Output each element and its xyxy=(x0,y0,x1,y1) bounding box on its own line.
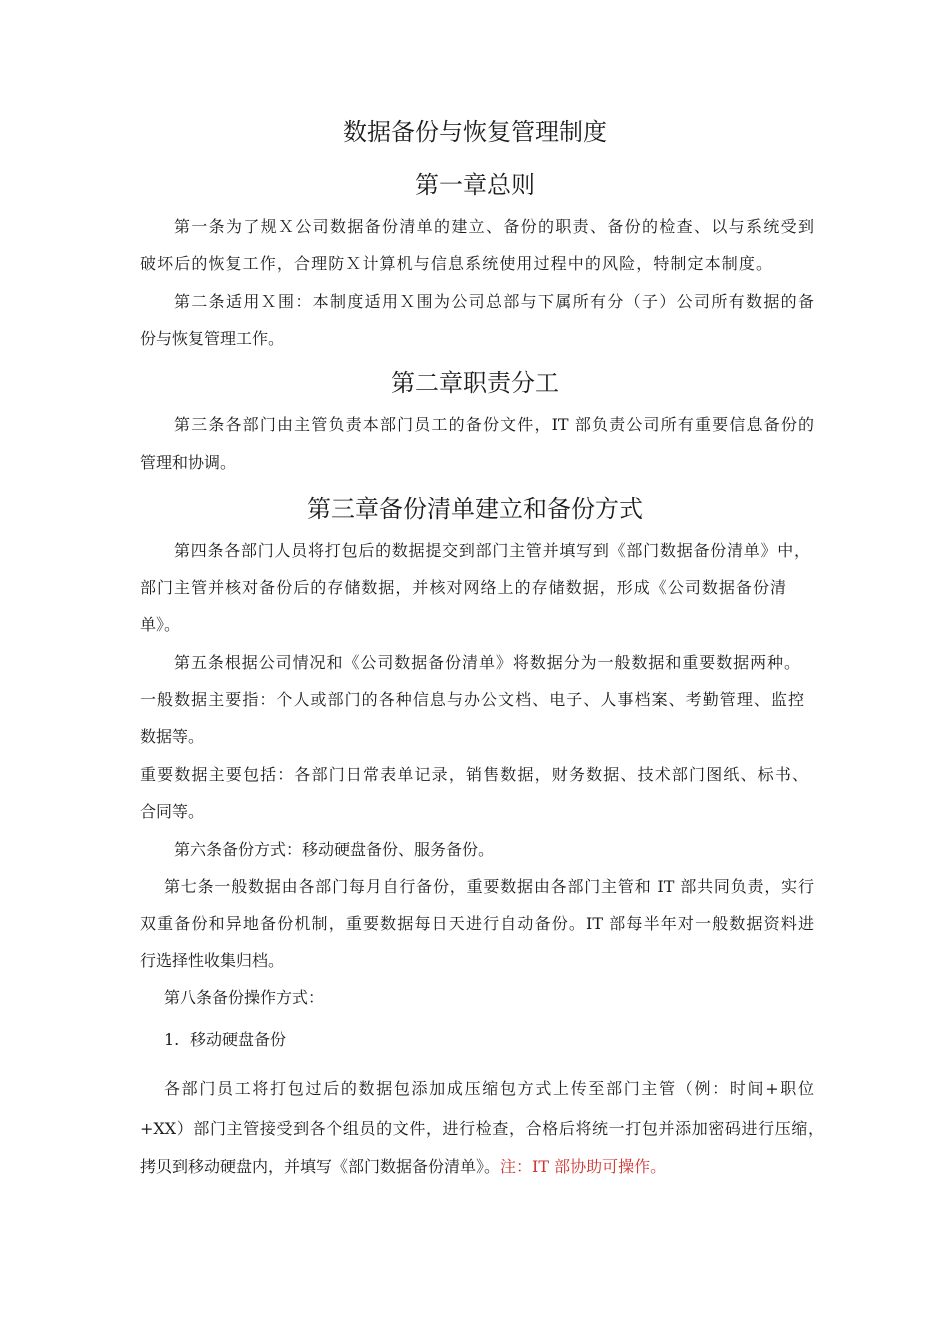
article-5-line-3: 数据等。 xyxy=(140,727,205,746)
article-7-line-3: 行选择性收集归档。 xyxy=(140,951,285,970)
note-text: 注：IT 部协助可操作。 xyxy=(500,1157,667,1176)
article-4-line-2: 部门主管并核对备份后的存储数据，并核对网络上的存储数据，形成《公司数据备份清 xyxy=(140,578,786,597)
list-item-1-text: 移动硬盘备份 xyxy=(190,1030,287,1049)
list-item-1-number: 1. xyxy=(164,1030,180,1049)
chapter-2-title: 第二章职责分工 xyxy=(391,369,559,397)
article-2-line-2: 份与恢复管理工作。 xyxy=(140,329,285,348)
chapter-3-title: 第三章备份清单建立和备份方式 xyxy=(307,495,643,523)
article-4-line-3: 单》。 xyxy=(140,615,181,634)
paragraph-9-line-3 xyxy=(140,1156,666,1178)
article-7-line-1: 第七条一般数据由各部门每月自行备份，重要数据由各部门主管和 IT 部共同负责，实行 xyxy=(164,877,814,896)
paragraph-9-line-1: 各部门员工将打包过后的数据包添加成压缩包方式上传至部门主管（例：时间+职位 xyxy=(164,1079,814,1098)
document-title: 数据备份与恢复管理制度 xyxy=(343,118,607,146)
article-5-line-5: 合同等。 xyxy=(140,802,205,821)
article-4-line-1: 第四条各部门人员将打包后的数据提交到部门主管并填写到《部门数据备份清单》中， xyxy=(174,541,810,560)
article-8-line-1: 第八条备份操作方式： xyxy=(164,988,325,1007)
article-1-line-1: 第一条为了规Ｘ公司数据备份清单的建立、备份的职责、备份的检查、以与系统受到 xyxy=(174,217,814,236)
article-2-line-1: 第二条适用Ｘ围：本制度适用Ｘ围为公司总部与下属所有分（子）公司所有数据的备 xyxy=(174,292,814,311)
article-3-line-1: 第三条各部门由主管负责本部门员工的备份文件，IT 部负责公司所有重要信息备份的 xyxy=(174,415,814,434)
article-1-line-2: 破坏后的恢复工作，合理防Ｘ计算机与信息系统使用过程中的风险，特制定本制度。 xyxy=(140,254,772,273)
article-6-line-1: 第六条备份方式：移动硬盘备份、服务备份。 xyxy=(174,840,495,859)
article-7-line-2: 双重备份和异地备份机制，重要数据每日天进行自动备份。IT 部每半年对一般数据资料进 xyxy=(140,914,814,933)
paragraph-9-line-3-text: 拷贝到移动硬盘内，并填写《部门数据备份清单》。 xyxy=(140,1157,501,1176)
article-3-line-2: 管理和协调。 xyxy=(140,453,237,472)
article-5-line-2: 一般数据主要指：个人或部门的各种信息与办公文档、电子、人事档案、考勤管理、监控 xyxy=(140,690,804,709)
paragraph-9-line-2: +XX）部门主管接受到各个组员的文件，进行检查，合格后将统一打包并添加密码进行压缩， xyxy=(140,1119,824,1138)
chapter-1-title: 第一章总则 xyxy=(415,171,535,199)
article-5-line-4: 重要数据主要包括：各部门日常表单记录，销售数据，财务数据、技术部门图纸、标书、 xyxy=(140,765,808,784)
article-5-line-1: 第五条根据公司情况和《公司数据备份清单》将数据分为一般数据和重要数据两种。 xyxy=(174,653,800,672)
